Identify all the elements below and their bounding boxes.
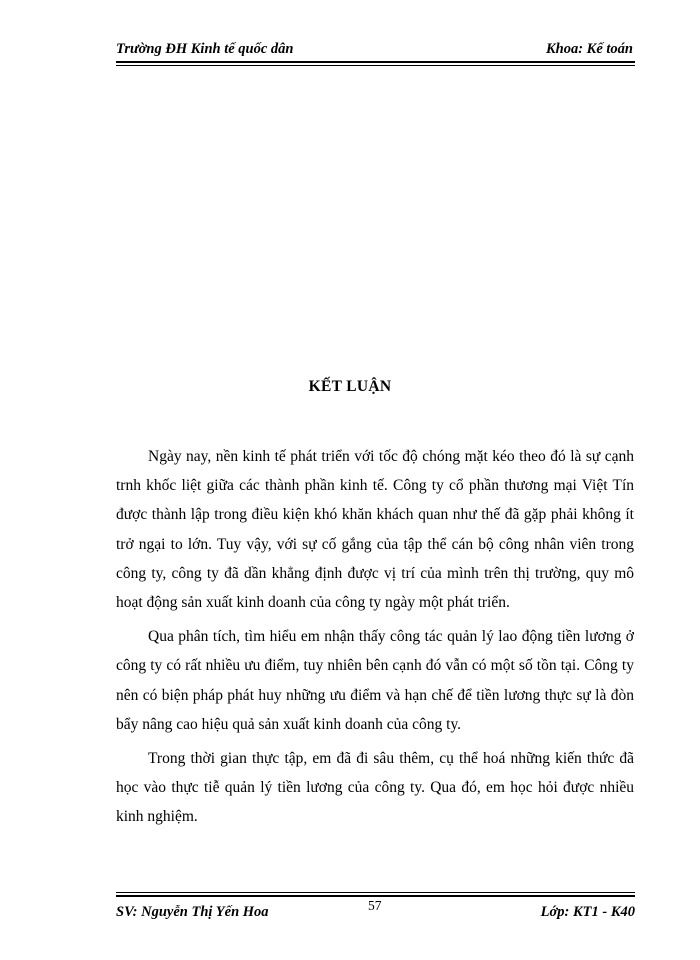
footer-rule-thin [116, 892, 635, 893]
footer-student: SV: Nguyễn Thị Yến Hoa [116, 904, 269, 920]
header-faculty: Khoa: Kế toán [545, 41, 633, 57]
header-rule-thin [116, 65, 635, 66]
header-school: Trường ĐH Kinh tế quốc dân [116, 41, 294, 57]
paragraph-1: Ngày nay, nền kinh tế phát triển với tốc độ chóng mặt kéo theo đó là sự cạnh trnh khốc liệt giữa các thành phần kinh tế. Công ty cổ phần thương mại Việt Tín được thành lập trong điều kiện khó khăn khách quan như thế đã gặp phải không ít trở ngại to lớn. Tuy vậy, với sự cố gắng của tập thể cán bộ công nhân viên trong công ty, công ty đã dần khẳng định được vị trí của mình trên thị trường, quy mô hoạt động sản xuất kinh doanh của công ty ngày một phát triển. [116, 448, 634, 612]
paragraph-2: Qua phân tích, tìm hiểu em nhận thấy công tác quản lý lao động tiền lương ở công ty có rất nhiều ưu điểm, tuy nhiên bên cạnh đó vẫn có một số tồn tại. Công ty nên có biện pháp phát huy những ưu điểm và hạn chế để tiền lương thực sự là đòn bẩy nâng cao hiệu quả sản xuất kinh doanh của công ty. [116, 628, 634, 733]
page-footer [116, 898, 635, 924]
page-number: 57 [368, 898, 382, 913]
header-rule-thick [116, 61, 635, 63]
page-header [116, 38, 633, 60]
conclusion-body [116, 442, 634, 837]
footer-class: Lớp: KT1 - K40 [540, 904, 635, 920]
footer-rule-thick [116, 895, 635, 897]
page-title: KẾT LUẬN [308, 378, 392, 395]
paragraph-3: Trong thời gian thực tập, em đã đi sâu thêm, cụ thể hoá những kiến thức đã học vào thực tiễ quản lý tiền lương của công ty. Qua đó, em học hỏi được nhiều kinh nghiệm. [116, 750, 634, 826]
